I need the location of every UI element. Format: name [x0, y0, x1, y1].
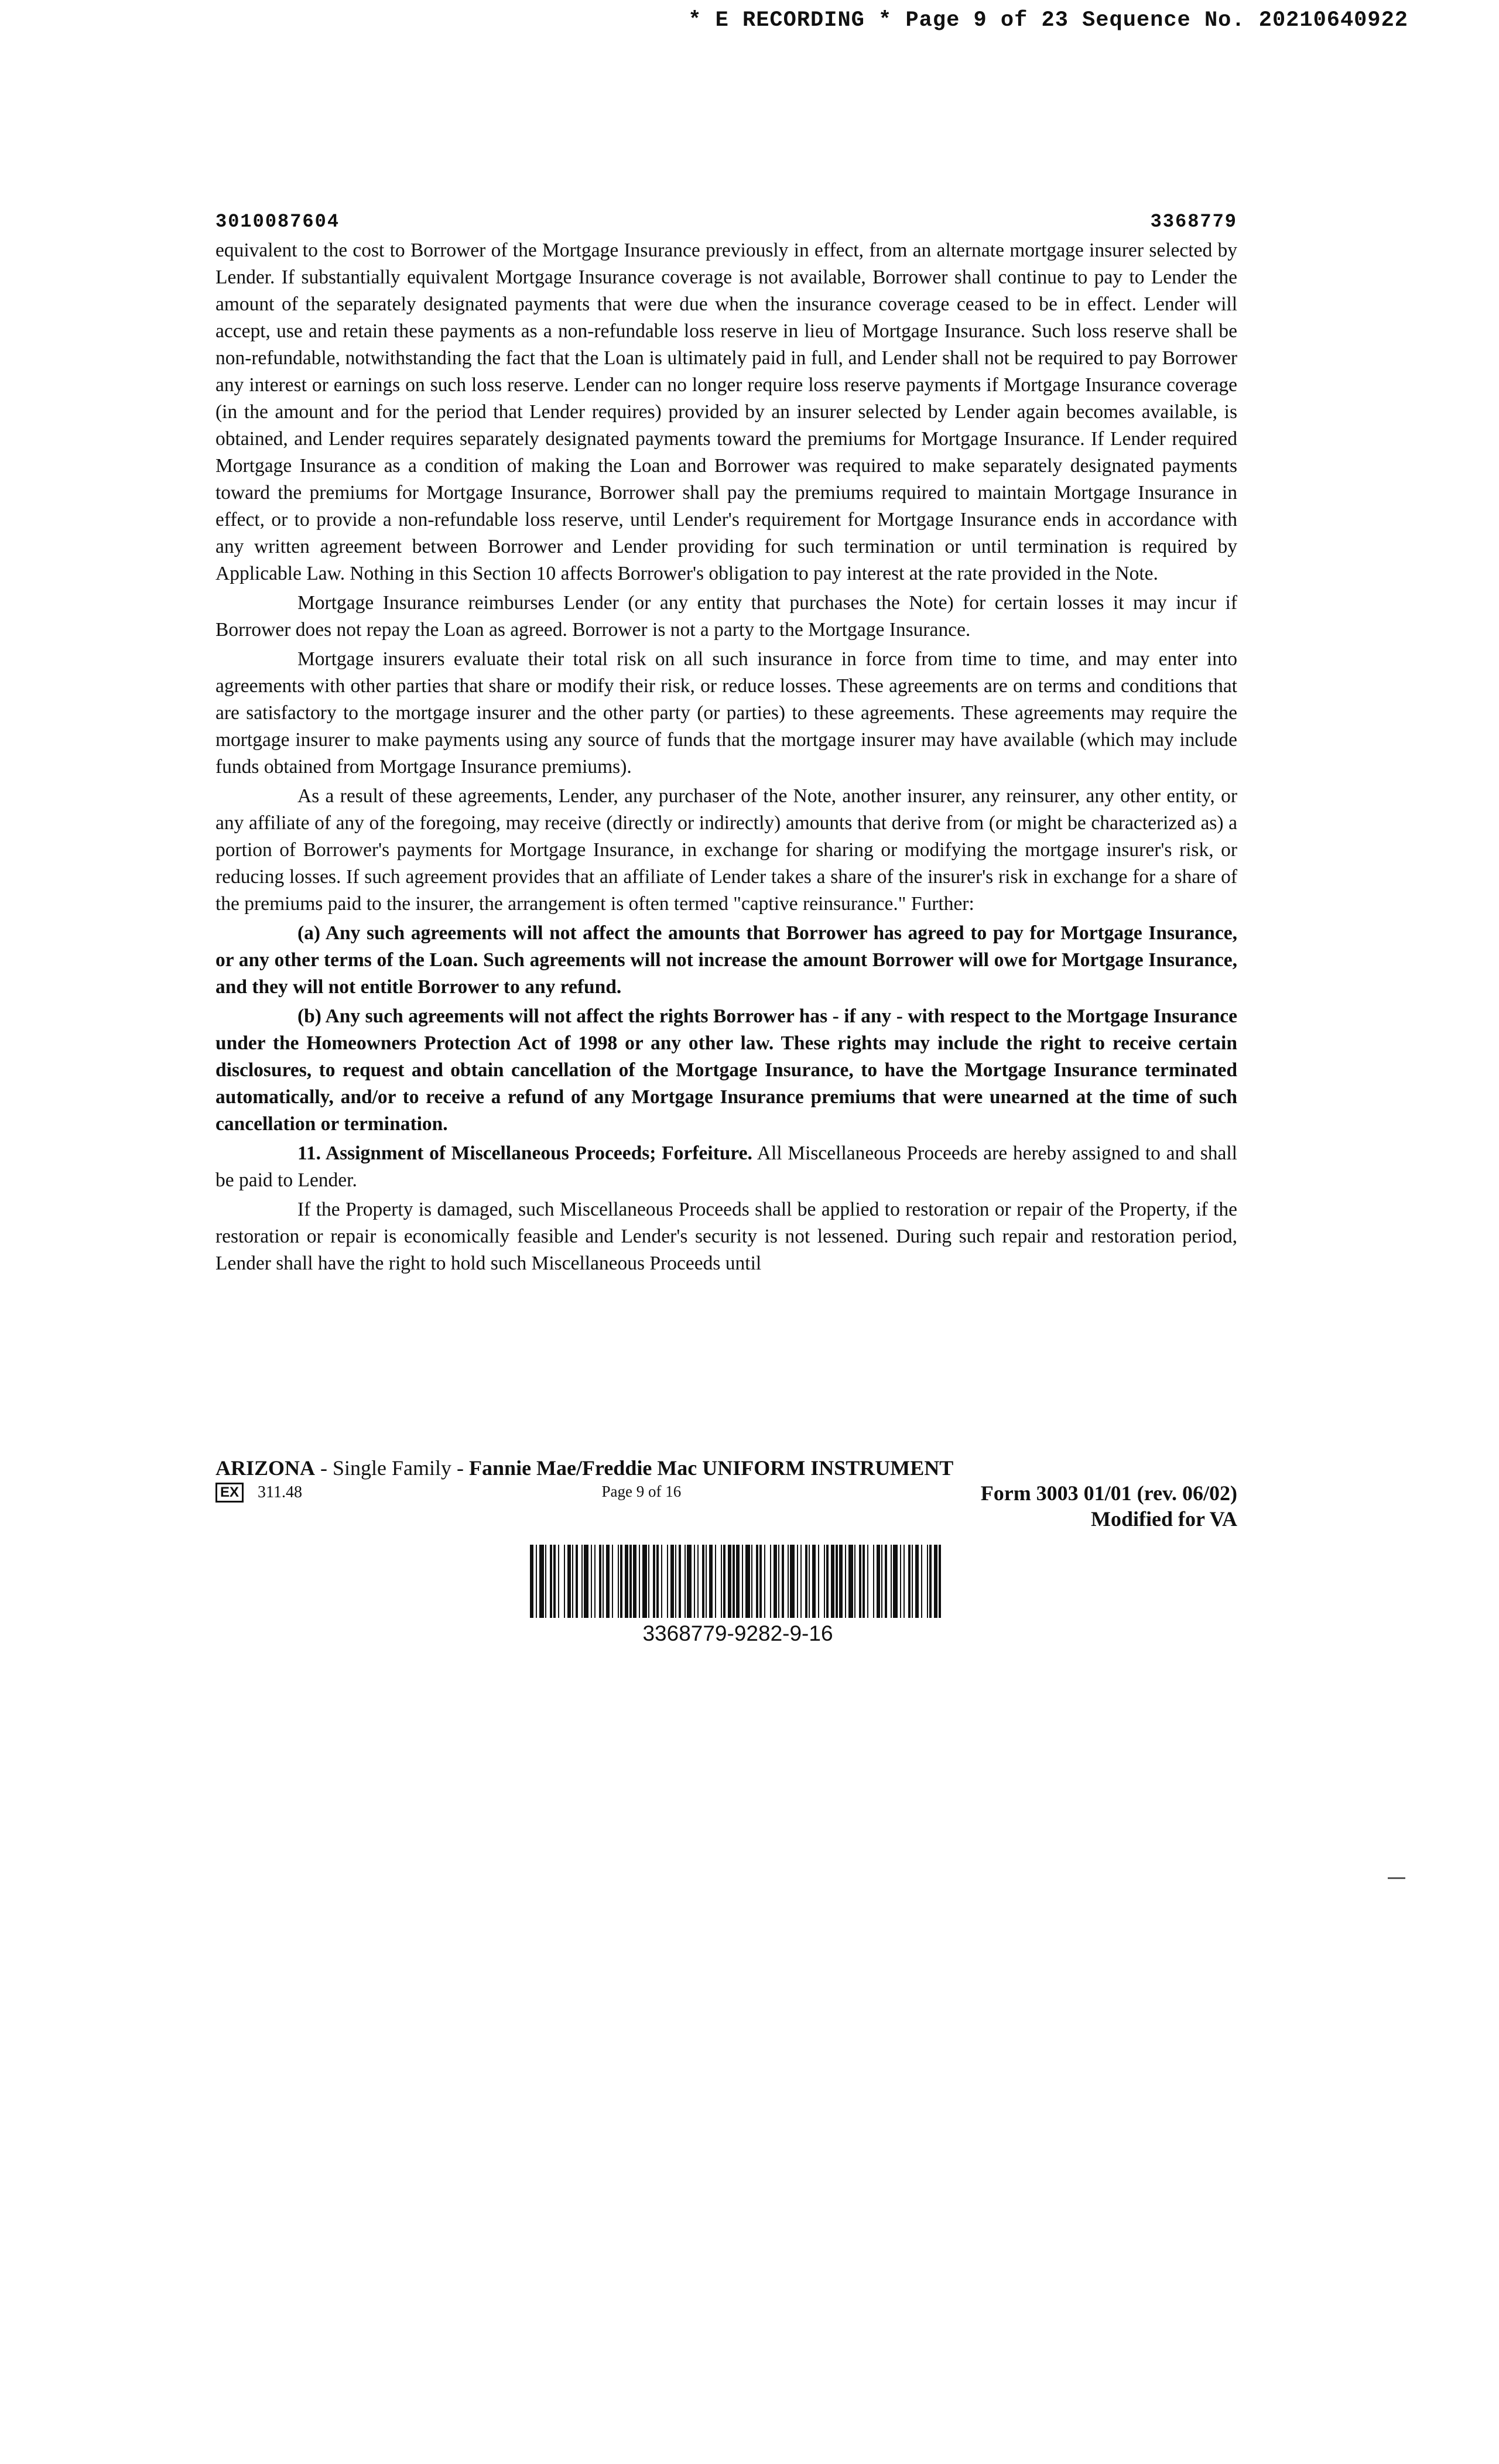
footer-state: ARIZONA — [215, 1456, 316, 1480]
section-11-text: All Miscellaneous Proceeds are hereby assigned to and shall be paid to Lender. — [215, 1142, 1237, 1191]
barcode-bar — [790, 1545, 795, 1618]
footer-code: 311.48 — [258, 1483, 302, 1501]
recording-header: * E RECORDING * Page 9 of 23 Sequence No. 20210640922 — [688, 8, 1408, 33]
barcode-bar — [613, 1545, 618, 1618]
footer-sep-1: - — [315, 1456, 333, 1480]
paragraph-6: (b) Any such agreements will not affect the rights Borrower has - if any - with respect to the Mortgage Insurance under the Homeowners Protection Act of 1998 or any other law. These rights may include the right to receive certain disclosures, to request and obtain cancellation of the Mortgage Insurance, to have the Mortgage Insurance terminated automatically, and/or to receive a refund of any Mortgage Insurance premiums that were unearned at the time of such cancellation or termination. — [215, 1005, 1237, 1135]
paragraph-1: equivalent to the cost to Borrower of the Mortgage Insurance previously in effect, from an alternate mortgage insurer selected by Lender. If substantially equivalent Mortgage Insurance coverage is not available, Borrower shall continue to pay to Lender the amount of the separately designated payments that were due when the insurance coverage ceased to be in effect. Lender will accept, use and retain these payments as a non-refundable loss reserve in lieu of Mortgage Insurance. Such loss reserve shall be non-refundable, notwithstanding the fact that the Loan is ultimately paid in full, and Lender shall not be required to pay Borrower any interest or earnings on such loss reserve. Lender can no longer require loss reserve payments if Mortgage Insurance coverage (in the amount and for the period that Lender requires) provided by an insurer selected by Lender again becomes available, is obtained, and Lender requires separately designated payments toward the premiums for Mortgage Insurance. If Lender required Mortgage Insurance as a condition of making the Loan and Borrower was required to make separately designated payments toward the premiums for Mortgage Insurance, Borrower shall pay the premiums required to maintain Mortgage Insurance in effect, or to provide a non-refundable loss reserve, until Lender's requirement for Mortgage Insurance ends in accordance with any written agreement between Borrower and Lender providing for such termination or until termination is required by Applicable Law. Nothing in this Section 10 affects Borrower's obligation to pay interest at the rate provided in the Note. — [215, 239, 1237, 584]
document-page — [215, 211, 1237, 1279]
footer-row — [215, 1480, 1237, 1532]
barcode-bar — [868, 1545, 873, 1618]
footer-title — [215, 1456, 1237, 1480]
footer-right — [981, 1480, 1237, 1532]
paragraph-4: As a result of these agreements, Lender, any purchaser of the Note, another insurer, any reinsurer, any other entity, or any affiliate of any of the foregoing, may receive (directly or indirectly) amounts that derive from (or might be characterized as) a portion of Borrower's payments for Mortgage Insurance, in exchange for sharing or modifying the mortgage insurer's risk, or reducing losses. If such agreement provides that an affiliate of Lender takes a share of the insurer's risk in exchange for a share of the premiums paid to the insurer, the arrangement is often termed "captive reinsurance." Further: — [215, 785, 1237, 915]
paragraph-2: Mortgage Insurance reimburses Lender (or any entity that purchases the Note) for certain losses it may incur if Borrower does not repay the Loan as agreed. Borrower is not a party to the Mortgage Insurance. — [215, 592, 1237, 641]
footer-modified: Modified for VA — [1090, 1507, 1237, 1531]
paragraph-8: If the Property is damaged, such Miscellaneous Proceeds shall be applied to restoration or repair of the Property, if the restoration or repair is economically feasible and Lender's security is not lessened. During such repair and restoration period, Lender shall have the right to hold such Miscellaneous Proceeds until — [215, 1199, 1237, 1274]
ex-badge: EX — [215, 1483, 244, 1503]
loan-number: 3010087604 — [215, 211, 340, 232]
document-footer — [215, 1456, 1237, 1532]
corner-mark — [1388, 1877, 1405, 1879]
barcode-block — [530, 1545, 946, 1646]
section-11 — [215, 1140, 1237, 1194]
document-body — [215, 237, 1237, 1277]
barcode-bar — [922, 1545, 927, 1618]
footer-instrument: Fannie Mae/Freddie Mac UNIFORM INSTRUMENT — [469, 1456, 954, 1480]
footer-left — [215, 1483, 302, 1503]
barcode-bar — [745, 1545, 750, 1618]
barcode-bar — [716, 1545, 721, 1618]
barcode-bar — [642, 1545, 647, 1618]
barcode-bar — [819, 1545, 824, 1618]
barcode-bar — [539, 1545, 544, 1618]
footer-type: Single Family — [333, 1456, 452, 1480]
barcode-bar — [848, 1545, 853, 1618]
document-id-row — [215, 211, 1237, 232]
barcode-bar — [687, 1545, 692, 1618]
footer-form: Form 3003 01/01 (rev. 06/02) — [980, 1481, 1237, 1505]
section-11-heading: 11. Assignment of Miscellaneous Proceeds; Forfeiture. — [297, 1142, 752, 1164]
document-number: 3368779 — [1150, 211, 1237, 232]
barcode-bar — [765, 1545, 770, 1618]
paragraph-5: (a) Any such agreements will not affect the amounts that Borrower has agreed to pay for Mortgage Insurance, or any other terms of the Loan. Such agreements will not increase the amount Borrower will owe for Mortgage Insurance, and they will not entitle Borrower to any refund. — [215, 922, 1237, 998]
barcode-bar — [939, 1545, 941, 1618]
footer-page-label: Page 9 of 16 — [601, 1483, 682, 1500]
barcode-number: 3368779-9282-9-16 — [642, 1621, 833, 1645]
barcode-bar — [893, 1545, 898, 1618]
barcode-bar — [662, 1545, 667, 1618]
barcode-bar — [584, 1545, 588, 1618]
barcode-bar — [559, 1545, 564, 1618]
barcode — [530, 1545, 946, 1618]
footer-sep-2: - — [451, 1456, 470, 1480]
paragraph-3: Mortgage insurers evaluate their total risk on all such insurance in force from time to time, and may enter into agreements with other parties that share or modify their risk, or reduce losses. These agreements are on terms and conditions that are satisfactory to the mortgage insurer and the other party (or parties) to these agreements. These agreements may require the mortgage insurer to make payments using any source of funds that the mortgage insurer may have available (which may include funds obtained from Mortgage Insurance premiums). — [215, 648, 1237, 778]
